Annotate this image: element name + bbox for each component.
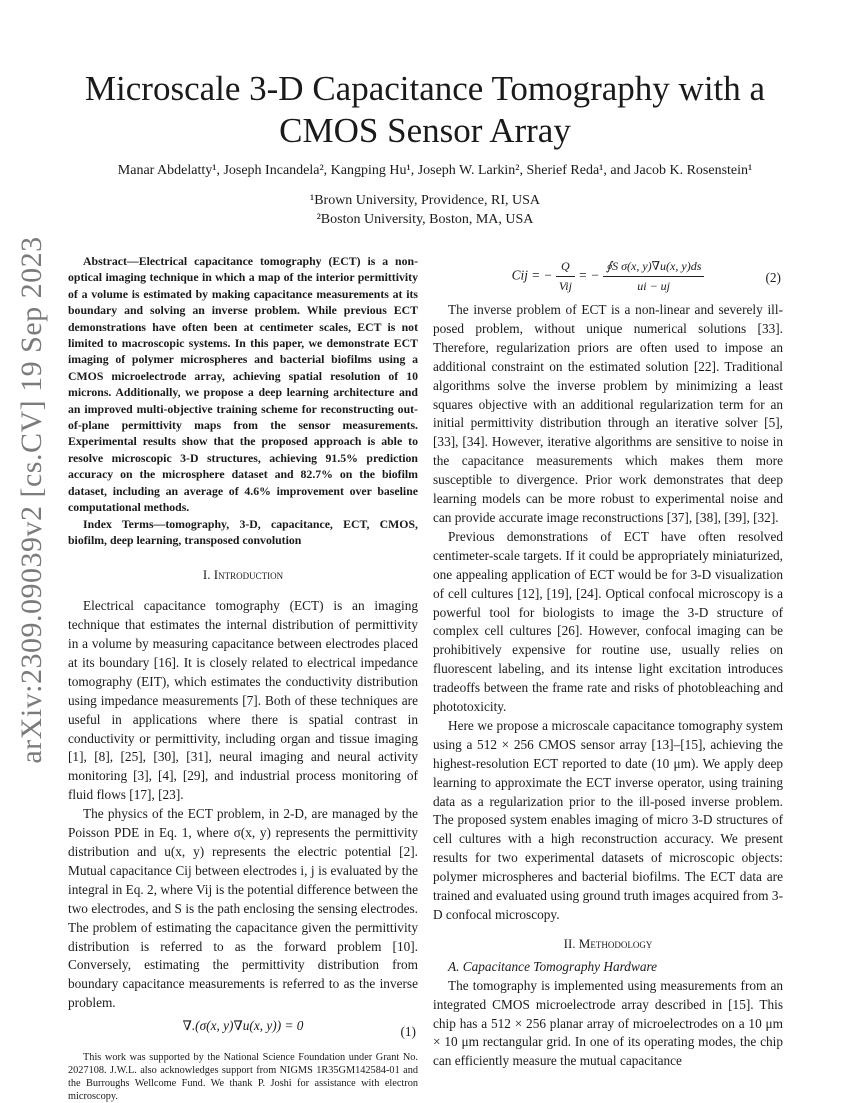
paper-title: Microscale 3-D Capacitance Tomography with a CMOS Sensor Array [84,69,766,150]
right-column [433,253,783,1071]
subsection-heading-hardware: A. Capacitance Tomography Hardware [448,958,658,974]
equation-1-body: ∇.(σ(x, y)∇u(x, y)) = 0 [182,1018,304,1034]
equation-2-numerator-2: ∮S σ(x, y)∇u(x, y)ds [603,257,705,277]
left-column [68,253,418,1103]
equation-2-lhs: Cij = − [511,267,553,283]
equation-1 [68,1017,418,1047]
author-list: Manar Abdelatty¹, Joseph Incandela², Kangping Hu¹, Joseph W. Larkin², Sherief Reda¹, and Jacob K. Rosenstein¹ [117,163,753,178]
index-terms: Index Terms—tomography, 3-D, capacitance, ECT, CMOS, biofilm, deep learning, transposed convolution [68,516,418,547]
body-paragraph-inverse-problem: The inverse problem of ECT is a non-linear and severely ill-posed problem, without unique numerical solutions [33]. Therefore, regularization priors are often used to impose an additional constraint on the estimated solution [22]. Traditional algorithms solve the inverse problem by minimizing a least squares objective with an additional regularization term for an initial permittivity distribution through an iterative solver [5], [33], [34]. However, iterative algorithms are sensitive to noise in the capacitance measurements which makes them more susceptible to divergence. Prior work demonstrates that deep learning models can be more robust to experimental noise and can provide accurate image reconstructions [37], [38], [39], [32]. [433,302,783,525]
section-heading-introduction: I. Introduction [202,567,284,583]
body-paragraph-previous-demos: Previous demonstrations of ECT have often resolved centimeter-scale targets. If it could be appropriately miniaturized, one appealing application of ECT would be for 3-D visualization of cell cultures [12], [19], [24]. Optical confocal microscopy is a powerful tool for biologists to image the 3-D structure of complex cell cultures [26]. However, confocal imaging can be prohibitively expensive for routine use, usually relies on fluorescent labeling, and its intense light excitation introduces tradeoffs between the frame rate and risks of photobleaching and phototoxicity. [433,528,783,715]
intro-paragraph-2: The physics of the ECT problem, in 2-D, are managed by the Poisson PDE in Eq. 1, where σ(x, y) represents the permittivity distribution and u(x, y) represents the electric potential [2]. Mutual capacitance Cij between electrodes i, j is evaluated by the integral in Eq. 2, where Vij is the potential difference between the two electrodes, and S is the path enclosing the sensing electrodes. The problem of estimating the capacitance given the permittivity distribution is referred to as the forward problem [10]. Conversely, estimating the permittivity distribution from boundary capacitance measurements is referred to as the inverse problem. [68,806,418,1011]
equation-1-number: (1) [400,1024,416,1040]
equation-2-fraction-1 [556,257,575,296]
arxiv-id: arXiv:2309.09039v2 [cs.CV] 19 Sep 2023 [15,236,48,764]
equation-2-denominator-2: ui − uj [637,278,670,293]
arxiv-sidebar-stamp [4,236,60,764]
body-paragraph-proposal: Here we propose a microscale capacitance tomography system using a 512 × 256 CMOS sensor array [13]–[15], achieving the highest-resolution ECT reported to date (10 μm). We apply deep learning to approximate the ECT inverse operator, using training data as a regularization prior to the ill-posed inverse problem. The proposed system enables imaging of micro 3-D structures of cell cultures with a high reconstruction accuracy. We present results for two experimental datasets of microscopic objects: polymer microspheres and bacterial biofilms. The ECT data are trained and evaluated using ground truth images acquired from 3-D confocal microscopy. [433,717,783,922]
footnote: This work was supported by the National Science Foundation under Grant No. 2027108. J.W.L. also acknowledges support from NIGMS 1R35GM142584-01 and the Burroughs Wellcome Fund. We thank P. Joshi for assistance with electron microscopy. [68,1052,418,1103]
equation-2-denominator-1: Vij [558,278,572,293]
affiliation-2: ²Boston University, Boston, MA, USA [316,212,534,227]
equation-2-mid: = − [578,267,600,283]
affiliation-1: ¹Brown University, Providence, RI, USA [310,193,540,208]
equation-2-body [512,257,705,296]
equation-2-fraction-2 [603,257,705,296]
equation-2-numerator-1: Q [556,257,575,277]
intro-paragraph-1: Electrical capacitance tomography (ECT) is an imaging technique that estimates the internal distribution of permittivity in a volume by measuring capacitance between electrodes placed at its boundary [16]. It is closely related to electrical impedance tomography (EIT), which estimates the conductivity distribution using impedance measurements [7]. Both of these techniques are useful in applications where there is spatial contrast in conductivity or permittivity, including organ and tissue imaging [1], [8], [25], [30], [31], neural imaging and neural activity monitoring [3], [4], [29], and industrial process monitoring of fluid flows [17], [23]. [68,598,418,803]
equation-2 [433,257,783,297]
section-heading-methodology: II. Methodology [563,935,653,951]
body-paragraph-hardware: The tomography is implemented using measurements from an integrated CMOS microelectrode array described in [15]. This chip has a 512 × 256 planar array of microelectrodes on a 10 μm × 10 μm rectangular grid. In one of its operating modes, the chip can efficiently measure the mutual capacitance [433,977,783,1069]
equation-2-number: (2) [765,270,781,285]
abstract: Abstract—Electrical capacitance tomography (ECT) is a non-optical imaging technique in which a map of the interior permittivity of a volume is estimated by making capacitance measurements at its boundary and solving an inverse problem. While previous ECT demonstrations have often been at centimeter scales, ECT is not limited to macroscopic systems. In this paper, we demonstrate ECT imaging of polymer microspheres and bacterial biofilms using a CMOS microelectrode array, achieving spatial resolution of 10 microns. Additionally, we propose a deep learning architecture and an improved multi-objective training scheme for reconstructing out-of-plane permittivity maps from the sensor measurements. Experimental results show that the proposed approach is able to resolve microscopic 3-D structures, achieving 91.5% prediction accuracy on the microsphere dataset and 82.7% on the biofilm dataset, including an average of 4.6% improvement over baseline computational methods. [68,254,418,515]
